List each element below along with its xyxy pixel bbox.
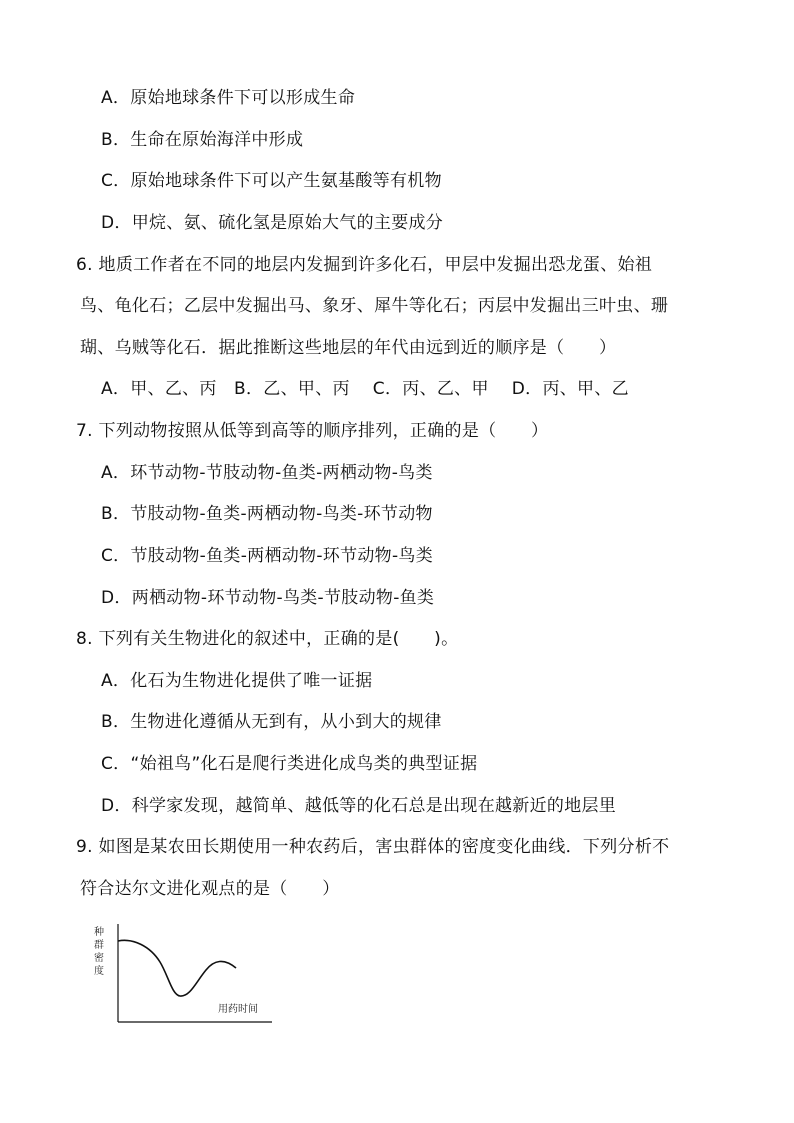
q8-stem: 8. 下列有关生物进化的叙述中，正确的是( )。: [76, 629, 459, 649]
q7-option-c: C．节肢动物-鱼类-两栖动物-环节动物-鸟类: [101, 546, 434, 566]
q9-stem-line-1: 9. 如图是某农田长期使用一种农药后，害虫群体的密度变化曲线．下列分析不: [76, 837, 670, 857]
q8-option-b: B．生物进化遵循从无到有，从小到大的规律: [101, 712, 442, 732]
q7-option-d: D．两栖动物-环节动物-鸟类-节肢动物-鱼类: [101, 588, 435, 608]
y-axis-label-char-3: 密: [94, 953, 104, 964]
density-curve-figure: [88, 920, 278, 1030]
y-axis-label-char-2: 群: [94, 940, 104, 951]
q7-option-b: B．节肢动物-鱼类-两栖动物-鸟类-环节动物: [101, 504, 433, 524]
q9-stem-line-2: 符合达尔文进化观点的是（ ）: [80, 879, 340, 899]
q5-option-c: C．原始地球条件下可以产生氨基酸等有机物: [101, 171, 442, 191]
q8-option-c: C．“始祖鸟”化石是爬行类进化成鸟类的典型证据: [101, 754, 478, 774]
q6-options: A．甲、乙、丙 B．乙、甲、丙 C．丙、乙、甲 D．丙、甲、乙: [101, 379, 629, 399]
q6-stem-line-3: 瑚、乌贼等化石．据此推断这些地层的年代由远到近的顺序是（ ）: [80, 338, 617, 358]
y-axis-label-char-1: 种: [94, 927, 104, 938]
q6-stem-line-2: 鸟、龟化石；乙层中发掘出马、象牙、犀牛等化石；丙层中发掘出三叶虫、珊: [80, 296, 669, 316]
q6-stem-line-1: 6. 地质工作者在不同的地层内发掘到许多化石，甲层中发掘出恐龙蛋、始祖: [76, 255, 653, 275]
x-axis-label: 用药时间: [218, 1004, 258, 1015]
y-axis-label-char-4: 度: [94, 966, 104, 977]
q5-option-d: D．甲烷、氨、硫化氢是原始大气的主要成分: [101, 213, 444, 233]
q8-option-d: D．科学家发现，越简单、越低等的化石总是出现在越新近的地层里: [101, 796, 617, 816]
density-curve: [118, 940, 236, 996]
q8-option-a: A．化石为生物进化提供了唯一证据: [101, 671, 373, 691]
q5-option-b: B．生命在原始海洋中形成: [101, 130, 304, 150]
q7-option-a: A．环节动物-节肢动物-鱼类-两栖动物-鸟类: [101, 463, 433, 483]
q5-option-a: A．原始地球条件下可以形成生命: [101, 88, 356, 108]
q7-stem: 7. 下列动物按照从低等到高等的顺序排列，正确的是（ ）: [76, 421, 549, 441]
